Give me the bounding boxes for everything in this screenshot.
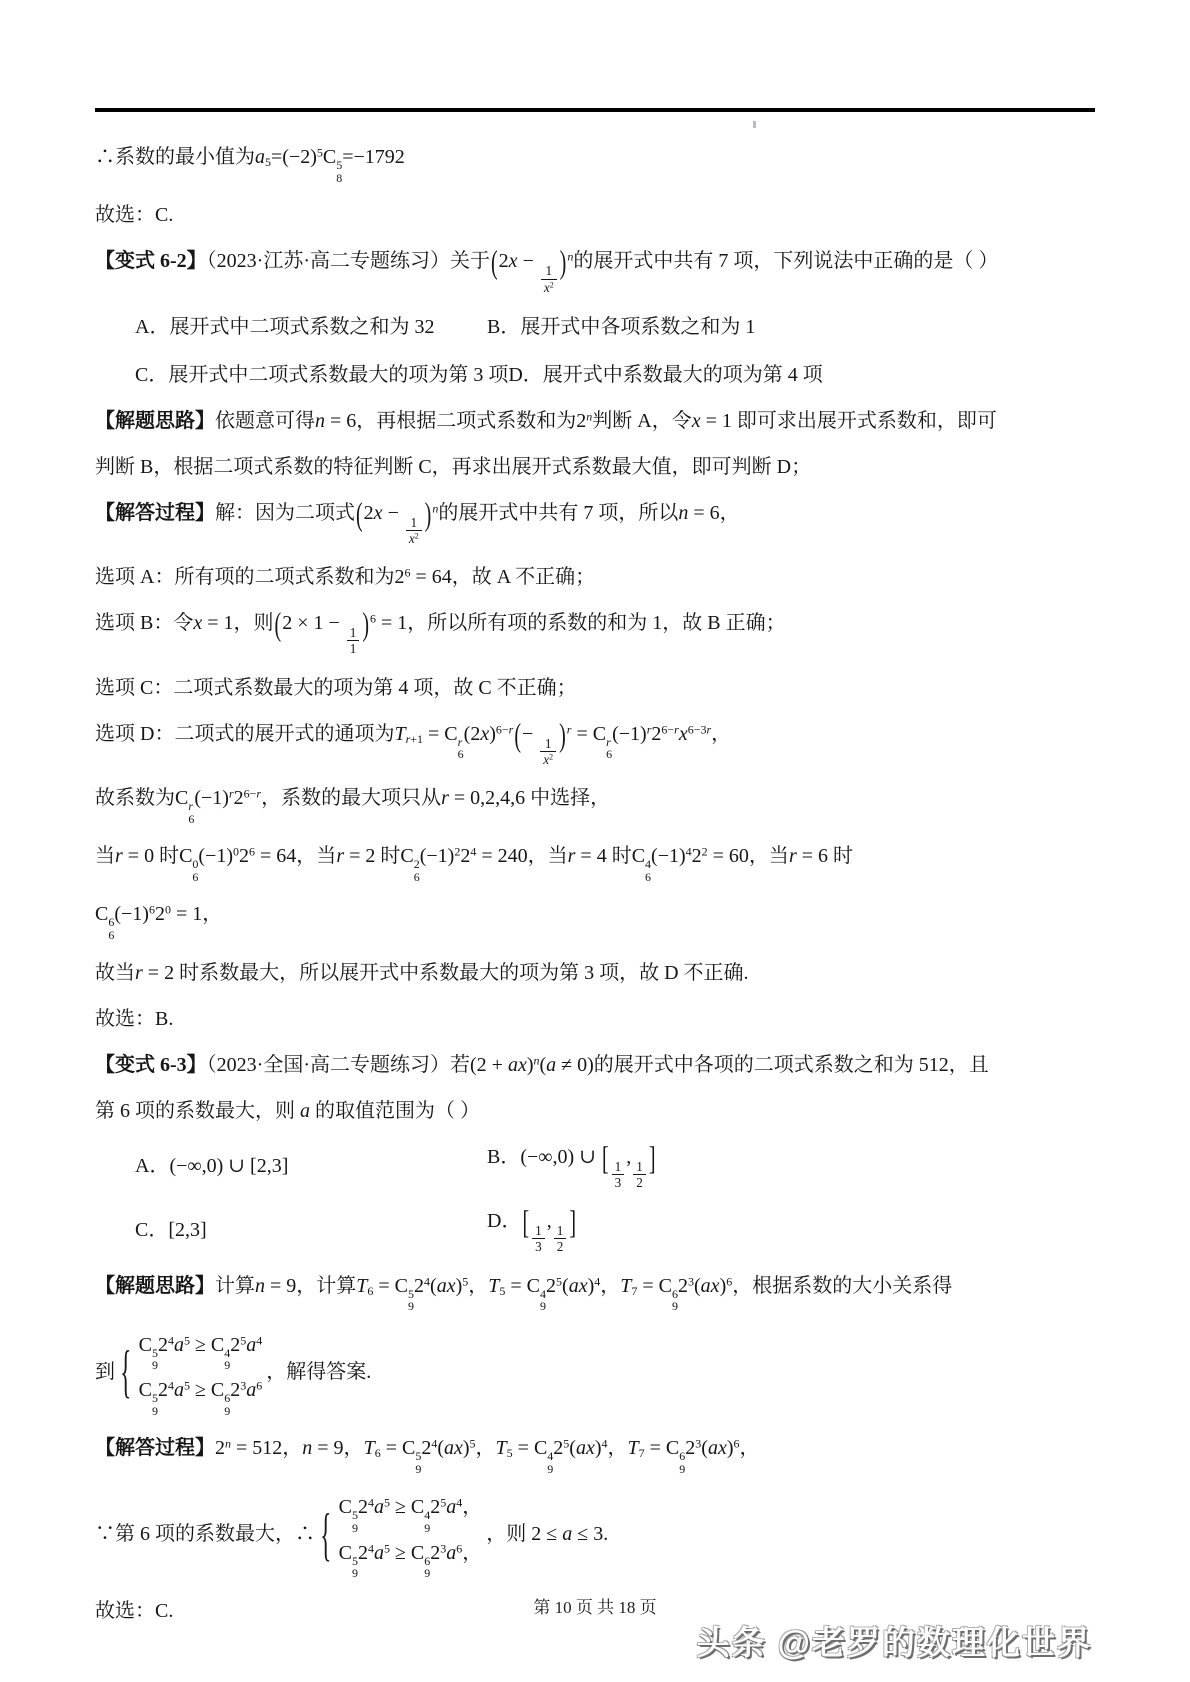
coefficient-selection: 故系数为C r 6 $(-1)^r2^{6-r}$，系数的最大项只从r = 0,2,4,6 中选择， (95, 786, 611, 826)
problem-6-3-header-line2: 第 6 项的系数最大，则 a 的取值范围为（ ） (95, 1099, 480, 1122)
option-c-analysis: 选项 C：二项式系数最大的项为第 4 项，故 C 不正确； (95, 676, 577, 699)
conclusion-d: 故当r = 2 时系数最大，所以展开式中系数最大的项为第 3 项，故 D 不正确. (95, 961, 749, 984)
options-cd-6-2: C．展开式中二项式系数最大的项为第 3 项D．展开式中系数最大的项为第 4 项 (135, 363, 823, 386)
process-6-3-line2: ∵第 6 项的系数最大，∴ { C 5 9 $2^4a^5 \ge C$ 4 9 $2^5a^4$， C 5 9 $2^4a^5 \ge C$ 6 9 $2^3a^6$， ，则 2 ≤ a ≤ 3. (95, 1495, 609, 1581)
watermark-text: 头条 @老罗的数理化世界 (696, 1624, 1092, 1661)
process-6-3-line1: 【解答过程】$2^n = 512$，n = 9，T6 = C 5 9 $2^4(ax)^5$，T5 = C 4 9 $2^5(ax)^4$，T7 = C 6 9 $2^3(ax)^6$， (95, 1436, 760, 1476)
answer-line-6-1: 故选：C. (95, 204, 174, 227)
options-ab-6-3: A．(−∞,0) ∪ [2,3] B．(−∞,0) ∪ [ $\frac{1}{3}$ , $\frac{1}{2}$ ] (135, 1140, 656, 1190)
header-rule (95, 108, 1095, 112)
idea-6-3-line2: 到 { C 5 9 $2^4a^5 \ge C$ 4 9 $2^5a^4$ C 5 9 $2^4a^5 \ge C$ 6 9 $2^3a^6$ ，解得答案. (95, 1333, 372, 1418)
document-body (95, 134, 1095, 1634)
scan-artifact (753, 121, 756, 128)
coefficient-values: 当r = 0 时C 0 6 $(-1)^02^6 = 64$，当r = 2 时C 2 6 $(-1)^22^4 = 240$，当r = 4 时C 4 6 $(-1)^42^2 = 60$，当r = 6 时 (95, 844, 854, 884)
option-a-analysis: 选项 A：所有项的二项式系数和为$2^6 = 64$，故 A 不正确； (95, 565, 596, 589)
problem-6-2-header: 【变式 6-2】（2023·江苏·高二专题练习）关于(2x − $\frac{1}{x^2}$ )$^n$的展开式中共有 7 项，下列说法中正确的是（ ） (95, 245, 999, 295)
options-ab-6-2: A．展开式中二项式系数之和为 32 B．展开式中各项系数之和为 1 (135, 316, 756, 339)
option-b-analysis: 选项 B：令x = 1，则(2 × 1 − $\frac{1}{1}$ )$^6$ = 1，所以所有项的系数的和为 1，故 B 正确； (95, 606, 786, 657)
conclusion-min-coefficient: ∴系数的最小值为$a5=(-2)^5C$ 5 8 =−1792 (95, 145, 405, 185)
answer-line-6-3: 故选：C. (95, 1599, 174, 1622)
coefficient-values-cont: C 6 6 $(-1)^62^0 = 1$， (95, 902, 223, 943)
option-d-analysis: 选项 D：二项式的展开式的通项为Tr+1 = C r 6 $(2x)^{6-r}(-$ $\frac{1}{x^2}$ )$^r$ = C r 6 $(-1)^r2^{6-r}x^{6-3r}$， (95, 717, 732, 767)
problem-6-3-header-line1: 【变式 6-3】（2023·全国·高二专题练习）若(2 + ax)$^n$(a ≠ 0)的展开式中各项的二项式系数之和为 512，且 (95, 1053, 989, 1076)
idea-6-2-line2: 判断 B，根据二项式系数的特征判断 C，再求出展开式系数最大值，即可判断 D； (95, 455, 812, 478)
answer-line-6-2: 故选：B. (95, 1007, 174, 1030)
process-6-2-line1: 【解答过程】解：因为二项式(2x − $\frac{1}{x^2}$ )$^n$的展开式中共有 7 项，所以n = 6， (95, 496, 740, 546)
idea-6-3-line1: 【解题思路】计算n = 9，计算T6 = C 5 9 $2^4(ax)^5$，T5 = C 4 9 $2^5(ax)^4$，T7 = C 6 9 $2^3(ax)^6$，根据系数的大小关系得 (95, 1274, 953, 1314)
page-content (0, 108, 1190, 1634)
options-cd-6-3: C．[2,3] D．[ $\frac{1}{3}$ , $\frac{1}{2}$ ] (135, 1204, 576, 1255)
page-number: 第 10 页 共 18 页 (533, 1598, 657, 1617)
idea-6-2-line1: 【解题思路】依题意可得n = 6，再根据二项式系数和为2$^n$判断 A，令x = 1 即可求出展开式系数和，即可 (95, 408, 997, 432)
